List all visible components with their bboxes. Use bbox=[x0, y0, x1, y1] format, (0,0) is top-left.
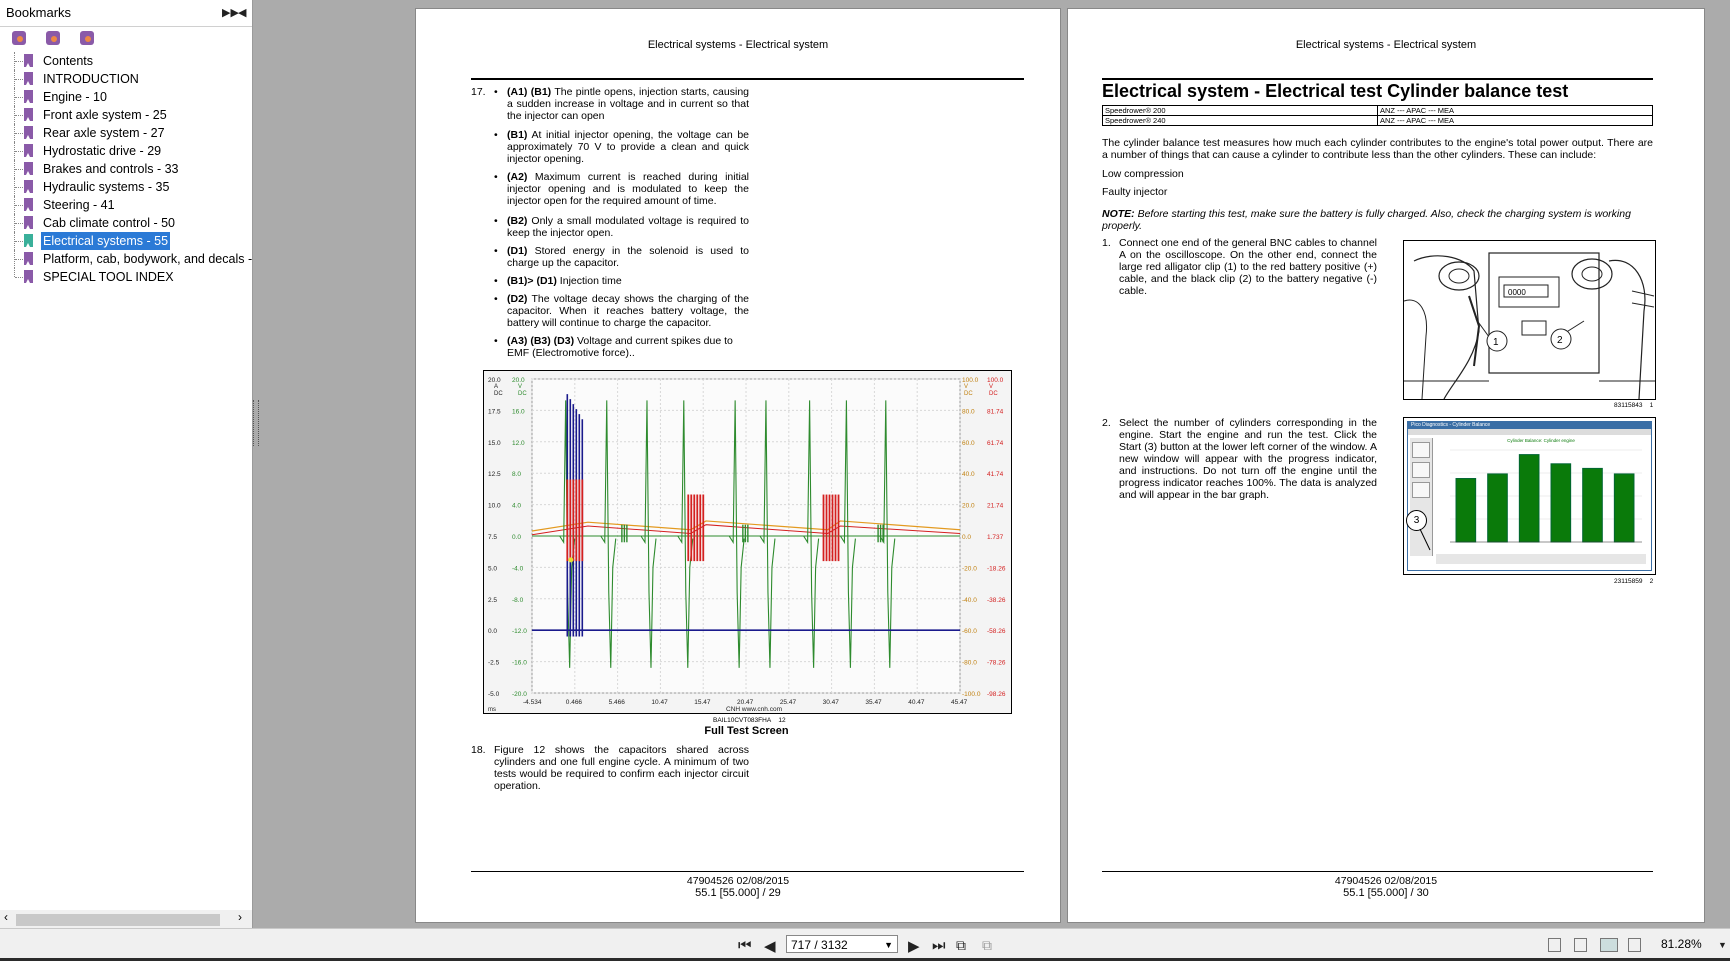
tick-label-b: -4.0 bbox=[512, 565, 524, 573]
bookmark-flag-icon bbox=[24, 54, 33, 67]
bullet-dot: • bbox=[494, 293, 498, 305]
battery-drawing bbox=[1404, 241, 1655, 399]
x-tick-label: 10.47 bbox=[651, 699, 668, 706]
figure-number: 12 bbox=[778, 717, 786, 724]
scroll-thumb[interactable] bbox=[16, 914, 220, 926]
tick-label-d: 41.74 bbox=[987, 471, 1004, 479]
cylinder-balance-figure bbox=[1403, 417, 1656, 575]
tick-label-c: -80.0 bbox=[962, 659, 977, 667]
tick-label-d: -98.26 bbox=[987, 691, 1006, 698]
tick-label-a: 7.5 bbox=[488, 534, 498, 541]
footer-page-number: 55.1 [55.000] / 29 bbox=[695, 887, 781, 899]
panel-splitter[interactable] bbox=[253, 400, 259, 446]
app-chart-title: Cylinder Balance: Cylinder engine bbox=[1507, 438, 1575, 443]
figure-reference bbox=[1614, 402, 1653, 409]
axis-unit-label: V bbox=[964, 384, 969, 390]
display-text: 0000 bbox=[1508, 288, 1526, 297]
step-number: 2. bbox=[1102, 417, 1111, 429]
tick-label-c: -100.0 bbox=[962, 691, 981, 698]
tick-label-c: -60.0 bbox=[962, 628, 977, 636]
axis-unit-label: DC bbox=[494, 391, 503, 397]
first-page-icon[interactable]: ⏮ bbox=[738, 937, 752, 954]
tick-label-c: 100.0 bbox=[962, 377, 979, 384]
navigation-toolbar bbox=[0, 928, 1730, 961]
figure-ref-code: BAIL10CVT083FHA bbox=[713, 717, 772, 724]
x-tick-label: 35.47 bbox=[865, 699, 882, 706]
app-window-title: Pico Diagnostics - Cylinder Balance bbox=[1408, 422, 1651, 429]
figure-reference bbox=[713, 717, 786, 724]
tick-label-d: 61.74 bbox=[987, 439, 1004, 447]
bullet-dot: • bbox=[494, 86, 498, 98]
bookmarks-panel bbox=[0, 0, 253, 928]
bullet-text: Stored energy in the solenoid is used to charge up the capacitor. bbox=[507, 245, 749, 269]
tick-label-a: 17.5 bbox=[488, 408, 501, 416]
intro-paragraph: The cylinder balance test measures how much each cylinder contributes to the engine's total power output. There are a number of things that can cause a cylinder to contribute less than the other cylinders. These can include: bbox=[1102, 137, 1653, 161]
bookmark-flag-icon bbox=[24, 216, 33, 229]
bookmark-flag-icon bbox=[24, 234, 33, 247]
tick-label-d: 1.737 bbox=[987, 534, 1004, 541]
step-bullet bbox=[507, 171, 749, 207]
cursor-marker bbox=[568, 557, 573, 562]
callout-1: 1 bbox=[1493, 337, 1499, 348]
table-row bbox=[1103, 106, 1653, 116]
step-text: Connect one end of the general BNC cables to channel A on the oscilloscope. On the other end, connect the large red alligator clip (1) to the red battery positive (+) cable, and the black clip (2) to the battery negative (-) cable. bbox=[1119, 237, 1377, 297]
tick-label-d: 81.74 bbox=[987, 408, 1004, 416]
tick-label-d: -18.26 bbox=[987, 565, 1006, 573]
bullet-ref: (D1) bbox=[507, 245, 528, 257]
figure-ref-code: 23115859 bbox=[1614, 578, 1643, 585]
bullet-ref: (B1) bbox=[507, 129, 528, 141]
footer-page-number: 55.1 [55.000] / 30 bbox=[1343, 887, 1429, 899]
tick-label-d: -78.26 bbox=[987, 659, 1006, 667]
figure-reference bbox=[1614, 578, 1653, 585]
page-footer bbox=[1068, 875, 1704, 899]
bookmark-flag-icon bbox=[24, 72, 33, 85]
bullet-dot: • bbox=[494, 245, 498, 257]
x-axis-unit: ms bbox=[488, 707, 496, 713]
cylinder-bar bbox=[1519, 455, 1539, 542]
footer-doc-id: 47904526 02/08/2015 bbox=[686, 875, 790, 887]
continuous-view-icon[interactable] bbox=[1574, 938, 1587, 952]
continuous-facing-view-icon[interactable] bbox=[1628, 938, 1641, 952]
bullet-ref: (D2) bbox=[507, 293, 528, 305]
bookmarks-header bbox=[0, 0, 252, 27]
table-row bbox=[1103, 116, 1653, 126]
axis-unit-label: DC bbox=[989, 391, 998, 397]
bullet-text: Voltage and current spikes due to EMF (Electromotive force).. bbox=[507, 335, 733, 359]
bookmark-toolbar bbox=[0, 27, 252, 51]
bookmark-flag-icon bbox=[24, 252, 33, 265]
document-page-right bbox=[1067, 8, 1705, 923]
header-rule bbox=[471, 78, 1024, 80]
cylinder-bar bbox=[1583, 468, 1603, 542]
step-bullet bbox=[507, 275, 749, 287]
page-footer bbox=[416, 875, 1060, 899]
facing-view-icon[interactable] bbox=[1600, 938, 1618, 952]
bookmark-flag-icon bbox=[24, 90, 33, 103]
table-cell: Speedrower® 200 bbox=[1103, 106, 1378, 116]
figure-ref-code: 83115843 bbox=[1614, 402, 1643, 409]
page-number-input[interactable] bbox=[786, 935, 898, 953]
tick-label-c: 60.0 bbox=[962, 439, 975, 447]
bullet-dot: • bbox=[494, 171, 498, 183]
single-page-view-icon[interactable] bbox=[1548, 938, 1561, 952]
figure-number: 2 bbox=[1649, 578, 1654, 585]
tick-label-b: -12.0 bbox=[512, 628, 527, 636]
cause-item: Faulty injector bbox=[1102, 186, 1168, 198]
header-rule bbox=[1102, 78, 1653, 80]
tick-label-a: 10.0 bbox=[488, 502, 501, 510]
figure-caption: Full Test Screen bbox=[704, 725, 789, 737]
cylinder-bar bbox=[1614, 474, 1634, 542]
footer-rule bbox=[1102, 871, 1653, 872]
footer-doc-id: 47904526 02/08/2015 bbox=[1334, 875, 1438, 887]
x-tick-label: 40.47 bbox=[908, 699, 925, 706]
tick-label-a: 12.5 bbox=[488, 471, 501, 479]
bullet-dot: • bbox=[494, 275, 498, 287]
callout-3: 3 bbox=[1406, 510, 1427, 531]
tick-label-a: 5.0 bbox=[488, 565, 498, 573]
previous-page-icon[interactable]: ◀ bbox=[764, 938, 776, 955]
axis-unit-label: V bbox=[518, 384, 523, 390]
bookmark-flag-icon bbox=[24, 108, 33, 121]
table-cell: Speedrower® 240 bbox=[1103, 116, 1378, 126]
tick-label-a: 15.0 bbox=[488, 439, 501, 447]
next-page-icon[interactable]: ▶ bbox=[908, 938, 920, 955]
page-header: Electrical systems - Electrical system bbox=[647, 39, 829, 51]
tick-label-b: 0.0 bbox=[512, 534, 522, 541]
oscilloscope-chart bbox=[484, 371, 1011, 713]
tick-label-c: -20.0 bbox=[962, 565, 977, 573]
oscilloscope-figure bbox=[483, 370, 1012, 714]
zoom-level[interactable]: 81.28% bbox=[1661, 937, 1702, 951]
tick-label-b: 8.0 bbox=[512, 471, 522, 479]
app-side-button bbox=[1412, 462, 1430, 478]
bookmark-label: SPECIAL TOOL INDEX bbox=[43, 270, 174, 284]
bookmark-flag-icon bbox=[24, 126, 33, 139]
x-tick-label: 45.47 bbox=[951, 699, 968, 706]
bullet-dot: • bbox=[494, 215, 498, 227]
bookmark-label: Cab climate control - 50 bbox=[43, 216, 176, 230]
step-number: 17. bbox=[471, 86, 486, 98]
bullet-text: The pintle opens, injection starts, causing a sudden increase in voltage and in current so that the injector can open bbox=[507, 86, 749, 122]
bookmark-expand-icon[interactable] bbox=[46, 31, 60, 45]
scope-footer: CNH www.cnh.com bbox=[726, 706, 782, 713]
tick-label-b: -20.0 bbox=[512, 691, 527, 698]
step-text: Figure 12 shows the capacitors shared across cylinders and one full engine cycle. A minimum of two tests would be required to confirm each injector circuit operation. bbox=[494, 744, 749, 792]
app-side-button bbox=[1412, 442, 1430, 458]
bullet-text: The voltage decay shows the charging of the capacitor. When it reaches battery voltage, the battery will continue to charge the capacitor. bbox=[507, 293, 749, 329]
tick-label-a: 20.0 bbox=[488, 377, 501, 384]
tick-label-c: -40.0 bbox=[962, 596, 977, 604]
chevron-down-icon[interactable]: ▼ bbox=[884, 940, 893, 950]
tick-label-a: 2.5 bbox=[488, 596, 498, 604]
bullet-text: Injection time bbox=[556, 275, 622, 287]
step-bullet bbox=[507, 335, 749, 359]
last-page-icon[interactable]: ⏭ bbox=[932, 937, 946, 954]
battery-figure bbox=[1403, 240, 1656, 400]
scroll-right-icon[interactable]: › bbox=[238, 910, 242, 924]
bookmark-flag-icon bbox=[24, 270, 33, 283]
cylinder-bar bbox=[1488, 474, 1508, 542]
bullet-ref: (A3) (B3) (D3) bbox=[507, 335, 575, 347]
step-text: Select the number of cylinders corresponding in the engine. Start the engine and run the test. Click the Start (3) button at the lower left corner of the window. A new window will appear with the progress indicator, and instructions. Do not turn off the engine until the progress indicator reaches 100%. The data is analyzed and will appear in the bar graph. bbox=[1119, 417, 1377, 501]
axis-unit-label: DC bbox=[964, 391, 973, 397]
figure-number: 1 bbox=[1649, 402, 1654, 409]
bullet-text: Only a small modulated voltage is required to keep the injector open. bbox=[507, 215, 749, 239]
x-tick-label: 25.47 bbox=[779, 699, 797, 706]
tick-label-b: 20.0 bbox=[512, 377, 525, 384]
bookmark-label: Hydrostatic drive - 29 bbox=[43, 144, 162, 158]
step-bullet bbox=[507, 293, 749, 329]
table-cell: ANZ --- APAC --- MEA bbox=[1378, 116, 1653, 126]
bookmark-label: Contents bbox=[43, 54, 94, 68]
tick-label-a: -2.5 bbox=[488, 659, 500, 667]
app-side-button bbox=[1412, 482, 1430, 498]
note-paragraph bbox=[1102, 208, 1653, 232]
app-window bbox=[1407, 421, 1652, 571]
bookmark-label: Platform, cab, bodywork, and decals - bbox=[43, 252, 253, 266]
cause-item: Low compression bbox=[1102, 168, 1184, 180]
page-header: Electrical systems - Electrical system bbox=[1295, 39, 1477, 51]
bullet-dot: • bbox=[494, 129, 498, 141]
axis-unit-label: V bbox=[989, 384, 994, 390]
previous-view-icon[interactable]: ⧉ bbox=[956, 937, 966, 953]
tick-label-c: 0.0 bbox=[962, 534, 972, 541]
cylinder-bar bbox=[1551, 464, 1571, 542]
bookmark-label: INTRODUCTION bbox=[43, 72, 139, 86]
tick-label-d: 100.0 bbox=[987, 377, 1004, 384]
tick-label-a: -5.0 bbox=[488, 691, 500, 698]
tick-label-c: 80.0 bbox=[962, 408, 975, 416]
options-icon[interactable]: ▶▶ bbox=[222, 7, 239, 19]
tick-label-b: 4.0 bbox=[512, 502, 522, 510]
bookmark-label: Engine - 10 bbox=[43, 90, 107, 104]
bookmarks-hscrollbar[interactable] bbox=[0, 910, 252, 928]
tick-label-b: -16.0 bbox=[512, 659, 527, 667]
bookmark-find-icon[interactable] bbox=[80, 31, 94, 45]
bookmark-flag-icon bbox=[24, 198, 33, 211]
bookmark-flag-icon bbox=[24, 180, 33, 193]
x-tick-label: 5.466 bbox=[608, 699, 625, 706]
axis-unit-label: A bbox=[494, 384, 499, 390]
bookmark-label: Front axle system - 25 bbox=[43, 108, 167, 122]
app-side-panel bbox=[1410, 438, 1433, 556]
app-chart-area bbox=[1436, 438, 1646, 551]
tick-label-d: 21.74 bbox=[987, 502, 1004, 510]
tick-label-b: 12.0 bbox=[512, 439, 525, 447]
page-number-value: 717 / 3132 bbox=[791, 938, 848, 952]
bullet-text: Maximum current is reached during initial injector opening and is modulated to keep the injector open for the required amount of time. bbox=[507, 171, 749, 207]
tick-label-d: -58.26 bbox=[987, 628, 1006, 636]
bookmark-flag-icon bbox=[24, 162, 33, 175]
zoom-dropdown-icon[interactable]: ▼ bbox=[1718, 940, 1727, 950]
app-menubar bbox=[1408, 429, 1651, 435]
section-title: Electrical system - Electrical test Cylinder balance test bbox=[1102, 81, 1569, 101]
tick-label-a: 0.0 bbox=[488, 628, 498, 636]
bookmark-label: Brakes and controls - 33 bbox=[43, 162, 179, 176]
note-text: Before starting this test, make sure the battery is fully charged. Also, check the charging system is working properly. bbox=[1102, 208, 1631, 232]
bullet-ref: (B1)> (D1) bbox=[507, 275, 557, 287]
step-number: 18. bbox=[471, 744, 486, 756]
step-bullet bbox=[507, 86, 749, 122]
bullet-ref: (B2) bbox=[507, 215, 528, 227]
note-label: NOTE: bbox=[1102, 208, 1135, 220]
bookmark-label: Electrical systems - 55 bbox=[43, 234, 169, 248]
cylinder-bar-chart bbox=[1436, 446, 1646, 550]
bullet-ref: (A2) bbox=[507, 171, 528, 183]
bookmark-delete-icon[interactable] bbox=[12, 31, 26, 45]
app-statusbar bbox=[1436, 554, 1646, 564]
x-tick-label: -4.534 bbox=[523, 699, 542, 706]
bookmark-flag-icon bbox=[24, 144, 33, 157]
model-table bbox=[1102, 105, 1653, 126]
bullet-text: At initial injector opening, the voltage can be approximately 70 V to provide a clean and quick injector opening. bbox=[507, 129, 749, 165]
bookmarks-title: Bookmarks bbox=[6, 5, 72, 20]
table-cell: ANZ --- APAC --- MEA bbox=[1378, 106, 1653, 116]
collapse-panel-icon[interactable]: ◀ bbox=[238, 7, 247, 19]
axis-unit-label: DC bbox=[518, 391, 527, 397]
tick-label-d: -38.26 bbox=[987, 596, 1006, 604]
bullet-ref: (A1) (B1) bbox=[507, 86, 552, 98]
bookmark-label: Rear axle system - 27 bbox=[43, 126, 165, 140]
step-bullet bbox=[507, 245, 749, 269]
x-tick-label: 20.47 bbox=[737, 699, 754, 706]
bullet-dot: • bbox=[494, 335, 498, 347]
x-tick-label: 30.47 bbox=[822, 699, 839, 706]
step-bullet bbox=[507, 215, 749, 239]
bookmark-label: Steering - 41 bbox=[43, 198, 115, 212]
scroll-left-icon[interactable]: ‹ bbox=[4, 910, 8, 924]
step-bullet bbox=[507, 129, 749, 165]
cylinder-bar bbox=[1456, 479, 1476, 542]
footer-rule bbox=[471, 871, 1024, 872]
step-number: 1. bbox=[1102, 237, 1111, 249]
tick-label-c: 40.0 bbox=[962, 471, 975, 479]
callout-2: 2 bbox=[1557, 335, 1563, 346]
tick-label-b: 16.0 bbox=[512, 408, 525, 416]
x-tick-label: 15.47 bbox=[694, 699, 711, 706]
bookmark-label: Hydraulic systems - 35 bbox=[43, 180, 170, 194]
document-page-left bbox=[415, 8, 1061, 923]
tick-label-b: -8.0 bbox=[512, 596, 524, 604]
x-tick-label: 0.466 bbox=[565, 699, 583, 706]
tick-label-c: 20.0 bbox=[962, 502, 975, 510]
next-view-icon[interactable]: ⧉ bbox=[982, 937, 992, 953]
